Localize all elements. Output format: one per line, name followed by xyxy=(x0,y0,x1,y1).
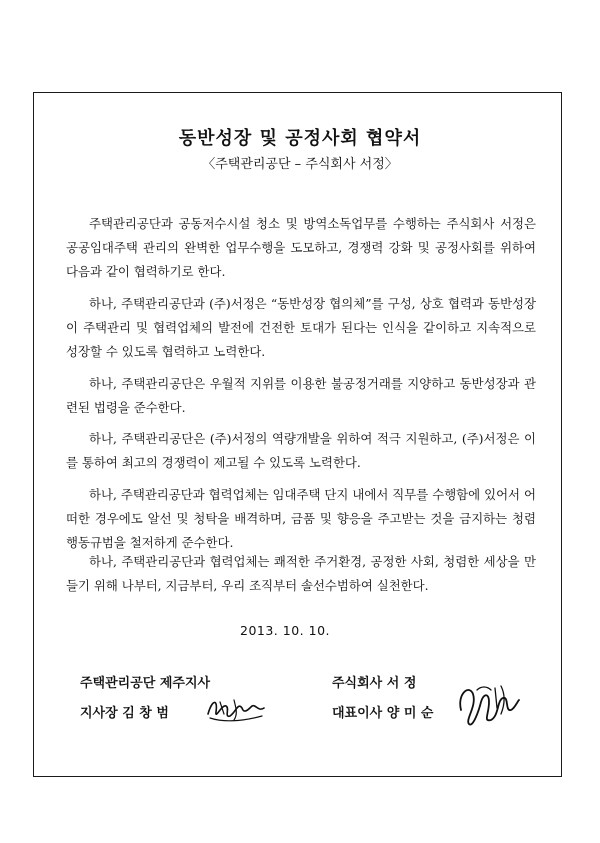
right-signature-icon xyxy=(455,680,521,732)
clause-paragraph-5: 하나, 주택관리공단과 협력업체는 쾌적한 주거환경, 공정한 사회, 청렴한 세상을 만들기 위해 나부터, 지금부터, 우리 조직부터 솔선수범하여 실천한다. xyxy=(66,554,536,593)
document-subtitle: 〈주택관리공단 – 주식회사 서정〉 xyxy=(202,157,398,172)
intro-paragraph: 주택관리공단과 공동저수시설 청소 및 방역소독업무를 수행하는 주식회사 서정은 공공임대주택 관리의 완벽한 업무수행을 도모하고, 경쟁력 강화 및 공정사회를 위하여 다음과 같이 협력하기로 한다. xyxy=(66,216,536,279)
right-signatory-name: 대표이사 양 미 순 xyxy=(332,706,434,721)
agreement-date: 2013. 10. 10. xyxy=(240,623,330,638)
left-signatory-org: 주택관리공단 제주지사 xyxy=(80,676,211,691)
document-title: 동반성장 및 공정사회 협약서 xyxy=(178,128,422,149)
left-signatory-name: 지사장 김 창 범 xyxy=(80,706,169,721)
left-signature-icon xyxy=(204,692,268,728)
clause-paragraph-1: 하나, 주택관리공단과 (주)서정은 “동반성장 협의체”를 구성, 상호 협력과 동반성장이 주택관리 및 협력업체의 발전에 건전한 토대가 된다는 인식을 같이하고 지속적으로 성장할 수 있도록 협력하고 노력한다. xyxy=(66,296,536,359)
clause-paragraph-2: 하나, 주택관리공단은 우월적 지위를 이용한 불공정거래를 지양하고 동반성장과 관련된 법령을 준수한다. xyxy=(66,376,536,415)
right-signatory-org: 주식회사 서 정 xyxy=(332,676,417,691)
clause-paragraph-4: 하나, 주택관리공단과 협력업체는 임대주택 단지 내에서 직무를 수행함에 있어서 어떠한 경우에도 알선 및 청탁을 배격하며, 금품 및 향응을 주고받는 것을 금지하는 청렴 행동규범을 철저하게 준수한다. xyxy=(66,487,536,550)
clause-paragraph-3: 하나, 주택관리공단은 (주)서정의 역량개발을 위하여 적극 지원하고, (주)서정은 이를 통하여 최고의 경쟁력이 제고될 수 있도록 노력한다. xyxy=(66,431,536,470)
